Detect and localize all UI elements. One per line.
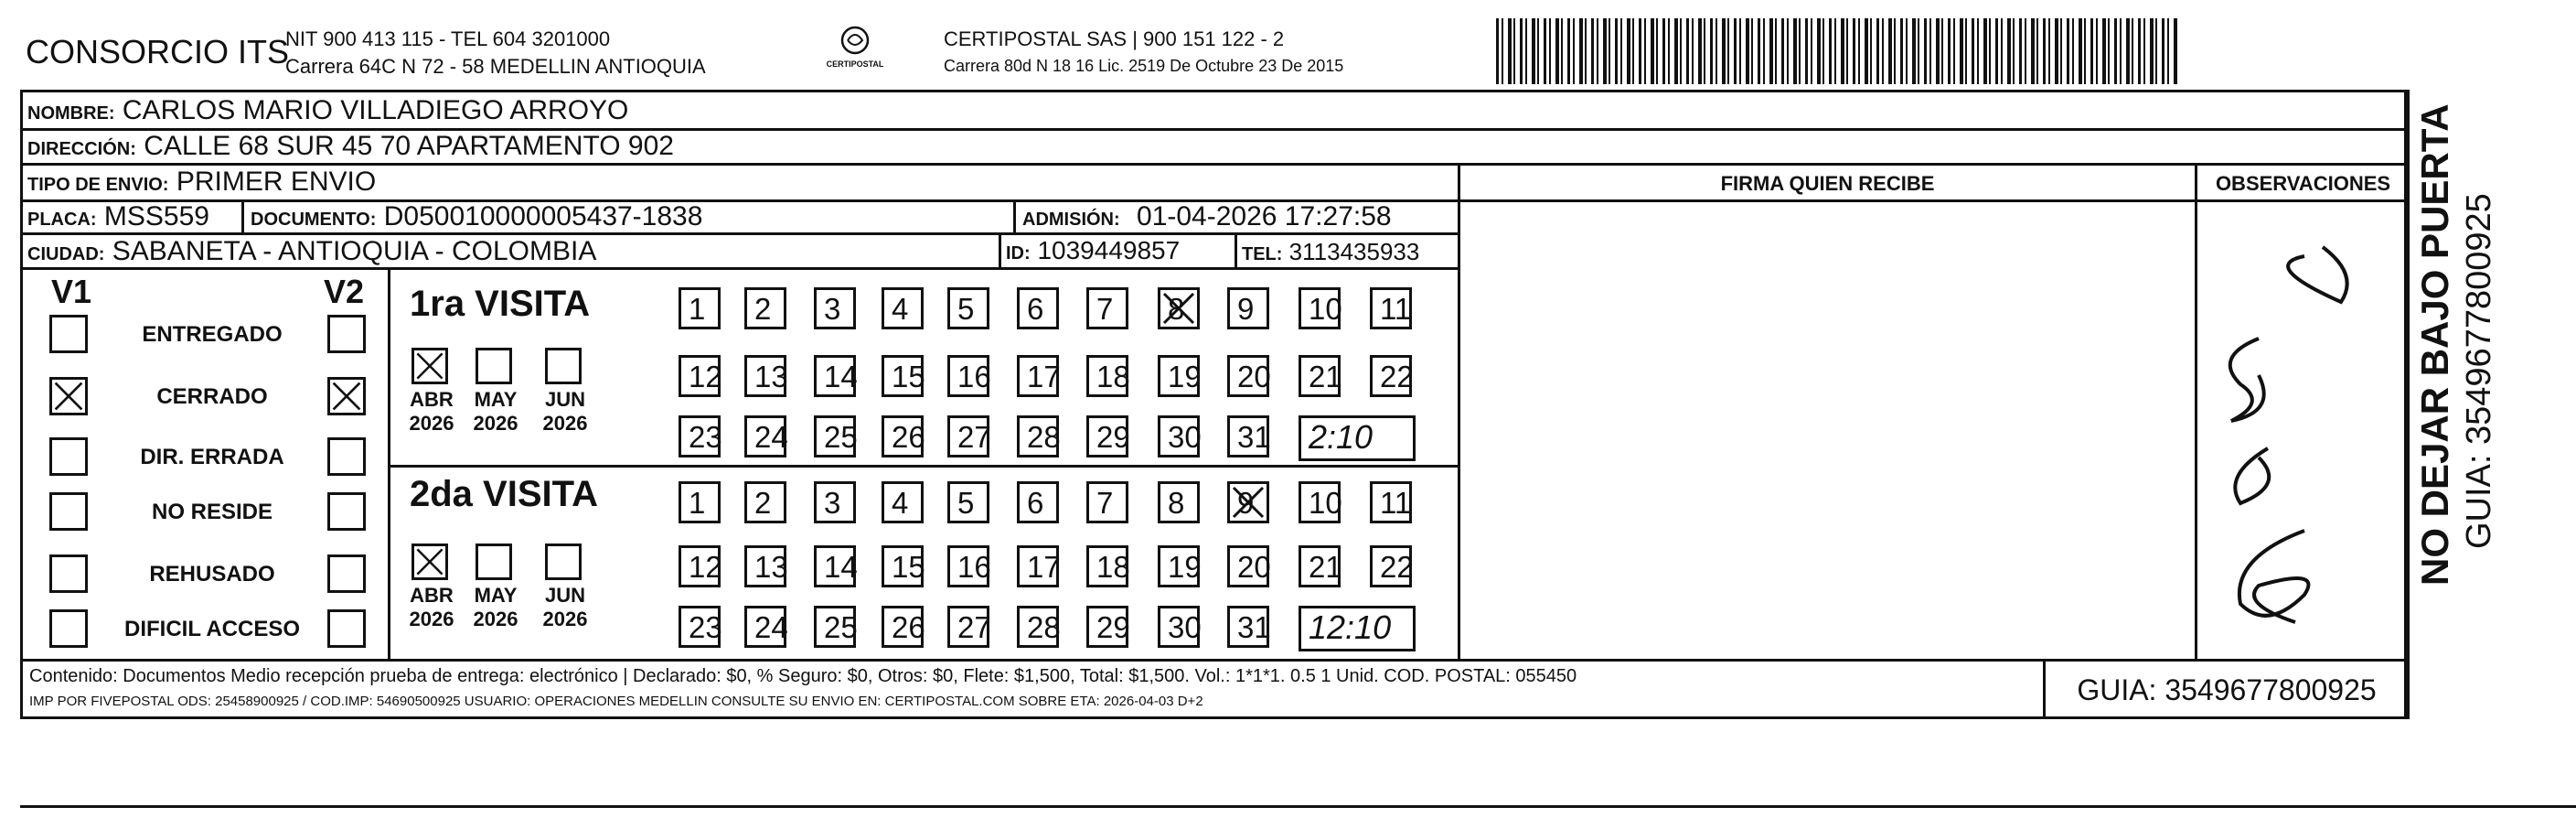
status-label: CERRADO	[156, 384, 268, 409]
visit2-day-box[interactable]: 20	[1227, 545, 1269, 587]
logo-text: CERTIPOSTAL	[826, 59, 884, 69]
visit1-day-box[interactable]: 12	[679, 355, 721, 397]
direccion-label: DIRECCIÓN:	[27, 139, 136, 159]
visit2-day-box[interactable]: 28	[1017, 606, 1059, 648]
v1-checkbox[interactable]	[49, 609, 88, 648]
visit2-month-label: MAY	[474, 584, 518, 607]
firma-header: FIRMA QUIEN RECIBE	[1720, 172, 1935, 195]
v2-checkbox[interactable]	[327, 377, 366, 415]
v1-checkbox[interactable]	[49, 377, 88, 415]
visit2-day-box[interactable]: 23	[679, 606, 721, 648]
visit2-month-checkbox[interactable]	[412, 544, 448, 580]
lower-rule	[20, 805, 2576, 808]
certipostal-name: CERTIPOSTAL SAS | 900 151 122 - 2	[944, 27, 1285, 50]
visit1-day-box[interactable]: 24	[744, 415, 786, 457]
visit2-day-box[interactable]: 1	[679, 481, 721, 523]
visit1-month-label: JUN	[544, 388, 585, 411]
visit2-day-box[interactable]: 5	[947, 481, 989, 523]
visit2-time-box[interactable]: 12:10	[1299, 606, 1416, 651]
company-nit: NIT 900 413 115 - TEL 604 3201000	[285, 27, 611, 50]
visit2-day-box[interactable]: 4	[882, 481, 924, 523]
visit1-day-box[interactable]: 20	[1227, 355, 1269, 397]
v1-checkbox[interactable]	[49, 492, 88, 531]
visit1-day-box[interactable]: 10	[1299, 287, 1341, 329]
visit2-month-label: JUN	[544, 584, 585, 607]
visit2-day-box[interactable]: 11	[1370, 481, 1412, 523]
visit1-day-box[interactable]: 27	[947, 415, 989, 457]
observaciones-header: OBSERVACIONES	[2215, 172, 2391, 195]
visit2-day-box[interactable]: 15	[882, 545, 924, 587]
visit1-day-box[interactable]: 8	[1158, 287, 1200, 329]
visit1-day-box[interactable]: 7	[1086, 287, 1128, 329]
status-label: REHUSADO	[149, 562, 275, 587]
v2-checkbox[interactable]	[327, 315, 366, 353]
visit2-day-box[interactable]: 12	[679, 545, 721, 587]
tipo-envio-label: TIPO DE ENVIO:	[27, 175, 169, 195]
visit1-day-box[interactable]: 25	[814, 415, 856, 457]
visit1-day-box[interactable]: 11	[1370, 287, 1412, 329]
ciudad-value: SABANETA - ANTIOQUIA - COLOMBIA	[112, 236, 597, 266]
visit1-month-label: ABR	[410, 388, 454, 411]
v1-checkbox[interactable]	[49, 315, 88, 353]
id-value: 1039449857	[1037, 236, 1181, 264]
visit1-day-box[interactable]: 26	[882, 415, 924, 457]
logo-icon	[837, 24, 873, 57]
footer-contenido: Contenido: Documentos Medio recepción prueba de entrega: electrónico | Declarado: $0, % Seguro: $0, Otros: $0, Flete: $1,500, Total: $1,500. Vol.: 1*1*1. 0.5 1 Unid. COD. POSTAL: 055450	[29, 666, 1577, 686]
visit1-day-box[interactable]: 1	[679, 287, 721, 329]
visit2-day-box[interactable]: 31	[1227, 606, 1269, 648]
visit2-day-box[interactable]: 10	[1299, 481, 1341, 523]
signature	[2204, 229, 2405, 650]
visit1-month-checkbox[interactable]	[545, 348, 582, 384]
visit2-day-box[interactable]: 6	[1017, 481, 1059, 523]
visit2-month-checkbox[interactable]	[476, 544, 512, 580]
visit1-day-box[interactable]: 4	[882, 287, 924, 329]
visit2-day-box[interactable]: 29	[1086, 606, 1128, 648]
documento-value: D050010000005437-1838	[383, 201, 703, 231]
v2-checkbox[interactable]	[327, 609, 366, 648]
visit1-day-box[interactable]: 14	[814, 355, 856, 397]
company-name: CONSORCIO ITS	[26, 33, 290, 70]
placa-label: PLACA:	[27, 210, 97, 230]
tel-label: TEL:	[1242, 244, 1283, 264]
visit1-day-box[interactable]: 19	[1158, 355, 1200, 397]
admision-value: 01-04-2026 17:27:58	[1137, 201, 1392, 231]
visit1-day-box[interactable]: 2	[744, 287, 786, 329]
visit2-day-box[interactable]: 22	[1370, 545, 1412, 587]
tel-value: 3113435933	[1288, 238, 1420, 265]
visit1-month-label: MAY	[474, 388, 518, 411]
visit1-day-box[interactable]: 5	[947, 287, 989, 329]
visit2-day-box[interactable]: 24	[744, 606, 786, 648]
visit2-title: 2da VISITA	[410, 474, 598, 514]
visit2-day-box[interactable]: 26	[882, 606, 924, 648]
v1-checkbox[interactable]	[49, 437, 88, 476]
visit2-day-box[interactable]: 3	[814, 481, 856, 523]
visit1-day-box[interactable]: 23	[679, 415, 721, 457]
visit2-day-box[interactable]: 14	[814, 545, 856, 587]
visit2-day-box[interactable]: 21	[1299, 545, 1341, 587]
status-label: DIFICIL ACCESO	[123, 617, 300, 641]
status-label: NO RESIDE	[151, 500, 273, 524]
visit1-day-box[interactable]: 22	[1370, 355, 1412, 397]
visit2-month-label: ABR	[410, 584, 454, 607]
visit1-year-label: 2026	[473, 412, 518, 435]
visit2-day-box[interactable]: 9	[1227, 481, 1269, 523]
visit1-day-box[interactable]: 15	[882, 355, 924, 397]
visit2-day-box[interactable]: 16	[947, 545, 989, 587]
visit2-day-box[interactable]: 7	[1086, 481, 1128, 523]
no-dejar-text: NO DEJAR BAJO PUERTA	[2413, 103, 2456, 586]
visit2-month-checkbox[interactable]	[545, 544, 582, 580]
certipostal-logo	[823, 24, 887, 79]
visit1-day-box[interactable]: 3	[814, 287, 856, 329]
barcode	[1496, 18, 2177, 84]
v1-label: V1	[51, 273, 92, 310]
nombre-label: NOMBRE:	[27, 103, 115, 124]
side-guia-text: GUIA: 3549677800925	[2460, 193, 2498, 549]
visit2-day-box[interactable]: 18	[1086, 545, 1128, 587]
visit2-day-box[interactable]: 2	[744, 481, 786, 523]
visit2-day-box[interactable]: 13	[744, 545, 786, 587]
footer-imp: IMP POR FIVEPOSTAL ODS: 25458900925 / COD.IMP: 54690500925 USUARIO: OPERACIONES MEDELLIN CONSULTE SU ENVIO EN: CERTIPOSTAL.COM SOBRE ETA: 2026-04-03 D+2	[29, 694, 1203, 709]
footer-guia: GUIA: 3549677800925	[2077, 673, 2377, 706]
status-label: ENTREGADO	[142, 322, 283, 347]
visit2-day-box[interactable]: 30	[1158, 606, 1200, 648]
visit1-day-box[interactable]: 13	[744, 355, 786, 397]
visit1-day-box[interactable]: 31	[1227, 415, 1269, 457]
visit1-day-box[interactable]: 9	[1227, 287, 1269, 329]
documento-label: DOCUMENTO:	[251, 210, 377, 230]
v2-checkbox[interactable]	[327, 492, 366, 531]
v2-checkbox[interactable]	[327, 554, 366, 593]
placa-value: MSS559	[103, 201, 209, 231]
nombre-value: CARLOS MARIO VILLADIEGO ARROYO	[122, 95, 629, 125]
visit2-year-label: 2026	[409, 608, 454, 630]
visit2-year-label: 2026	[473, 608, 518, 630]
visit1-day-box[interactable]: 30	[1158, 415, 1200, 457]
visit1-day-box[interactable]: 29	[1086, 415, 1128, 457]
visit1-year-label: 2026	[409, 412, 454, 435]
visit1-day-box[interactable]: 6	[1017, 287, 1059, 329]
direccion-value: CALLE 68 SUR 45 70 APARTAMENTO 902	[144, 131, 674, 161]
certipostal-address: Carrera 80d N 18 16 Lic. 2519 De Octubre 23 De 2015	[944, 57, 1344, 75]
v2-label: V2	[324, 273, 365, 310]
visit2-day-box[interactable]: 17	[1017, 545, 1059, 587]
visit2-day-box[interactable]: 8	[1158, 481, 1200, 523]
visit1-title: 1ra VISITA	[410, 284, 591, 324]
visit1-day-box[interactable]: 16	[947, 355, 989, 397]
ciudad-label: CIUDAD:	[27, 244, 105, 264]
visit1-day-box[interactable]: 28	[1017, 415, 1059, 457]
visit2-day-box[interactable]: 27	[947, 606, 989, 648]
visit1-time-box[interactable]: 2:10	[1299, 415, 1416, 461]
visit1-day-box[interactable]: 21	[1299, 355, 1341, 397]
tipo-envio-value: PRIMER ENVIO	[176, 167, 377, 197]
visit1-day-box[interactable]: 17	[1017, 355, 1059, 397]
visit2-year-label: 2026	[542, 608, 588, 630]
side-text	[2414, 91, 2524, 640]
v1-checkbox[interactable]	[49, 554, 88, 593]
v2-checkbox[interactable]	[327, 437, 366, 476]
visit2-day-box[interactable]: 25	[814, 606, 856, 648]
admision-label: ADMISIÓN:	[1022, 210, 1120, 230]
visit1-month-checkbox[interactable]	[412, 348, 448, 384]
company-address: Carrera 64C N 72 - 58 MEDELLIN ANTIOQUIA	[285, 55, 706, 78]
visit1-day-box[interactable]: 18	[1086, 355, 1128, 397]
visit1-year-label: 2026	[542, 412, 588, 435]
id-label: ID:	[1006, 243, 1031, 264]
status-label: DIR. ERRADA	[140, 445, 284, 469]
visit2-day-box[interactable]: 19	[1158, 545, 1200, 587]
visit1-month-checkbox[interactable]	[476, 348, 512, 384]
